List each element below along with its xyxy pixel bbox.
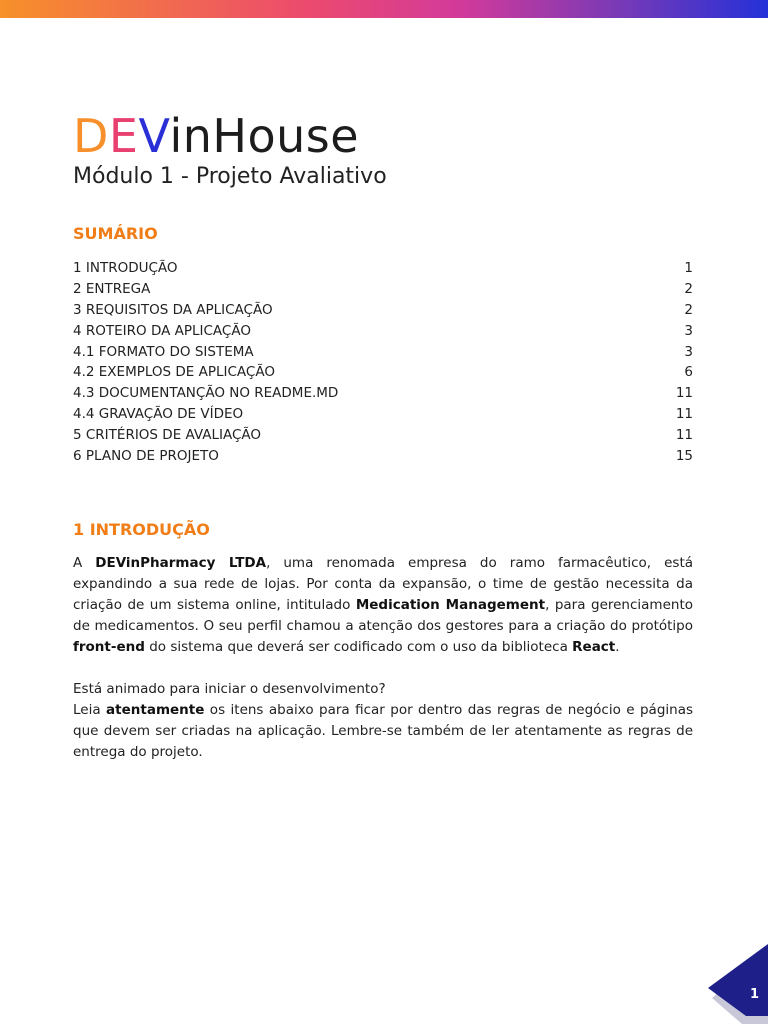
brand-part-de: D: [73, 109, 109, 163]
brand-logo: [73, 106, 359, 166]
text-run: .: [615, 639, 620, 655]
toc-item[interactable]: [73, 258, 693, 279]
toc-item[interactable]: [73, 300, 693, 321]
toc-item[interactable]: [73, 279, 693, 300]
toc-item[interactable]: [73, 425, 693, 446]
bold-atentamente: atentamente: [106, 702, 205, 718]
toc-item-label: 3 REQUISITOS DA APLICAÇÃO: [73, 301, 273, 318]
text-run: Leia: [73, 702, 107, 718]
toc-item-label: 6 PLANO DE PROJETO: [73, 448, 219, 465]
toc-heading: SUMÁRIO: [73, 224, 158, 243]
text-run: os itens abaixo para ficar por dentro das regras de negócio e páginas que devem ser criadas na aplicação. Lembre-se também de ler atentamente as regras de entrega do projeto.: [73, 702, 694, 760]
toc-item-page: 11: [675, 385, 693, 402]
intro-paragraph-2: Está animado para iniciar o desenvolvimento?: [73, 681, 386, 697]
toc-item-label: 4.2 EXEMPLOS DE APLICAÇÃO: [73, 364, 275, 381]
page-corner-decoration: [708, 944, 768, 1024]
brand-part-v: V: [138, 109, 170, 163]
document-subtitle: Módulo 1 - Projeto Avaliativo: [73, 164, 387, 189]
toc-item-page: 3: [684, 322, 693, 339]
intro-paragraph-3: [73, 700, 693, 763]
brand-part-e: E: [108, 109, 139, 163]
toc-item-label: 4.3 DOCUMENTANÇÃO NO README.MD: [73, 385, 339, 402]
text-run: , uma renomada empresa do ramo farmacêutico, está expandindo a sua rede de lojas. Por conta da expansão, o time de gestão necessita da criação de um sistema online, intitulado: [73, 555, 694, 613]
toc-item-label: 4.4 GRAVAÇÃO DE VÍDEO: [73, 406, 244, 423]
text-run: do sistema que deverá ser codificado com o uso da biblioteca: [144, 639, 573, 655]
toc-item-page: 11: [675, 406, 693, 423]
table-of-contents: [73, 258, 693, 467]
toc-item-label: 2 ENTREGA: [73, 280, 151, 297]
toc-item-label: 4 ROTEIRO DA APLICAÇÃO: [73, 322, 251, 339]
gradient-top-bar: [0, 0, 768, 18]
paragraph-gap: [73, 658, 693, 679]
toc-item-page: 2: [684, 280, 693, 297]
toc-item[interactable]: [73, 404, 693, 425]
toc-item-page: 11: [675, 427, 693, 444]
bold-front-end: front-end: [73, 639, 145, 655]
toc-item-label: 5 CRITÉRIOS DE AVALIAÇÃO: [73, 427, 262, 444]
toc-item-label: 1 INTRODUÇÃO: [73, 260, 178, 276]
bold-react: React: [572, 639, 616, 655]
toc-item-page: 1: [684, 260, 693, 276]
toc-item-page: 3: [684, 343, 693, 360]
toc-item[interactable]: [73, 383, 693, 404]
toc-item-page: 2: [684, 301, 693, 318]
toc-item-label: 4.1 FORMATO DO SISTEMA: [73, 343, 254, 360]
toc-item[interactable]: [73, 342, 693, 363]
toc-item[interactable]: [73, 362, 693, 383]
brand-part-inhouse: inHouse: [169, 109, 360, 163]
bold-company-name: DEVinPharmacy LTDA: [95, 555, 267, 571]
toc-item-page: 15: [675, 448, 693, 465]
section-heading-introducao: 1 INTRODUÇÃO: [73, 520, 210, 539]
page-number: 1: [750, 987, 760, 1002]
bold-system-name: Medication Management: [355, 597, 546, 613]
text-run: , para gerenciamento de medicamentos. O seu perfil chamou a atenção dos gestores para a criação do protótipo: [73, 597, 693, 634]
intro-paragraph-1: [73, 553, 693, 658]
text-run: A: [73, 555, 96, 571]
toc-item-page: 6: [684, 364, 693, 381]
intro-body: [73, 553, 693, 763]
toc-item[interactable]: [73, 321, 693, 342]
toc-item[interactable]: [73, 446, 693, 467]
